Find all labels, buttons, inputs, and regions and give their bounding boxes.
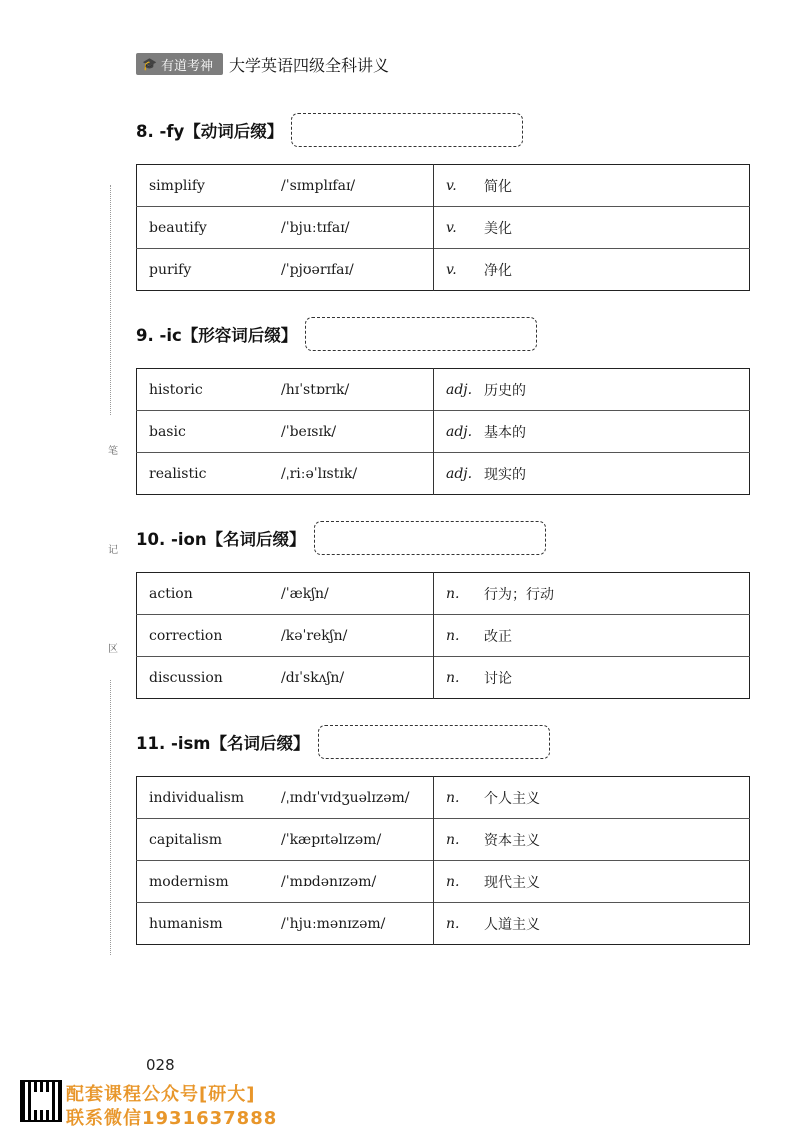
section-fy [136, 110, 750, 291]
phonetic: /ˈækʃn/ [281, 573, 434, 615]
table-row [137, 249, 750, 291]
phonetic: /hɪˈstɒrɪk/ [281, 369, 434, 411]
side-note-bi: 笔 [108, 446, 118, 457]
word: humanism [137, 903, 282, 945]
table-row [137, 453, 750, 495]
section-header [136, 314, 750, 354]
phonetic: /kəˈrekʃn/ [281, 615, 434, 657]
word: purify [137, 249, 282, 291]
meaning: 简化 [484, 178, 512, 195]
brand-name: 有道考神 [160, 58, 213, 74]
word: simplify [149, 177, 205, 194]
page-header [136, 52, 389, 76]
part-of-speech: n. [434, 657, 485, 699]
table-row [137, 777, 750, 819]
phonetic: /dɪˈskʌʃn/ [281, 657, 434, 699]
meaning: 改正 [484, 615, 750, 657]
part-of-speech: v. [434, 207, 485, 249]
answer-box[interactable] [305, 317, 537, 351]
meaning: 人道主义 [484, 903, 750, 945]
vocab-table [136, 572, 750, 699]
table-row [137, 411, 750, 453]
part-of-speech: n. [434, 903, 485, 945]
meaning: 基本的 [484, 411, 750, 453]
phonetic: /ˈkæpɪtəlɪzəm/ [281, 819, 434, 861]
section-header [136, 722, 750, 762]
phonetic: /ˈmɒdənɪzəm/ [281, 861, 434, 903]
part-of-speech: adj. [434, 411, 485, 453]
section-title: 9. -ic【形容词后缀】 [136, 326, 298, 345]
brand-logo [136, 53, 223, 75]
table-row [137, 903, 750, 945]
side-note-qu: 区 [108, 644, 118, 655]
part-of-speech: adj. [446, 381, 473, 398]
table-row [137, 207, 750, 249]
section-ion [136, 518, 750, 699]
section-ism [136, 722, 750, 945]
table-row [137, 615, 750, 657]
promo-line-1: 配套课程公众号[研大] [66, 1084, 256, 1105]
table-row [137, 573, 750, 615]
meaning: 行为；行动 [484, 586, 554, 603]
word: modernism [137, 861, 282, 903]
table-row [137, 861, 750, 903]
word: action [149, 585, 193, 602]
phonetic: /ˈsɪmplɪfaɪ/ [281, 165, 434, 207]
qr-code-icon [20, 1080, 62, 1122]
answer-box[interactable] [291, 113, 523, 147]
part-of-speech: v. [446, 177, 457, 194]
promo-line-2: 联系微信1931637888 [66, 1108, 278, 1129]
meaning: 讨论 [484, 657, 750, 699]
vocab-table [136, 776, 750, 945]
part-of-speech: n. [446, 789, 460, 806]
word: basic [137, 411, 282, 453]
table-row [137, 657, 750, 699]
part-of-speech: n. [434, 819, 485, 861]
word: discussion [137, 657, 282, 699]
word: capitalism [137, 819, 282, 861]
section-header [136, 518, 750, 558]
phonetic: /ˌriːəˈlɪstɪk/ [281, 453, 434, 495]
word: realistic [137, 453, 282, 495]
meaning: 净化 [484, 249, 750, 291]
part-of-speech: v. [434, 249, 485, 291]
word: historic [149, 381, 203, 398]
phonetic: /ˌɪndɪˈvɪdʒuəlɪzəm/ [281, 777, 434, 819]
meaning: 美化 [484, 207, 750, 249]
part-of-speech: n. [434, 861, 485, 903]
answer-box[interactable] [314, 521, 546, 555]
part-of-speech: n. [446, 585, 460, 602]
table-row [137, 819, 750, 861]
word: individualism [149, 789, 245, 806]
table-row [137, 165, 750, 207]
side-divider-top [110, 185, 111, 415]
section-ic [136, 314, 750, 495]
table-row [137, 369, 750, 411]
meaning: 现代主义 [484, 861, 750, 903]
meaning: 个人主义 [484, 790, 540, 807]
section-title: 10. -ion【名词后缀】 [136, 530, 306, 549]
meaning: 历史的 [484, 382, 526, 399]
side-note-ji: 记 [108, 545, 118, 556]
phonetic: /ˈpjʊərɪfaɪ/ [281, 249, 434, 291]
vocab-table [136, 164, 750, 291]
word: correction [137, 615, 282, 657]
graduation-cap-icon: 🎓 [142, 57, 157, 71]
part-of-speech: n. [434, 615, 485, 657]
page-number: 028 [146, 1056, 175, 1074]
meaning: 现实的 [484, 453, 750, 495]
part-of-speech: adj. [434, 453, 485, 495]
phonetic: /ˈbjuːtɪfaɪ/ [281, 207, 434, 249]
section-title: 8. -fy【动词后缀】 [136, 122, 284, 141]
book-title: 大学英语四级全科讲义 [228, 55, 389, 75]
section-header [136, 110, 750, 150]
vocab-table [136, 368, 750, 495]
phonetic: /ˈbeɪsɪk/ [281, 411, 434, 453]
answer-box[interactable] [318, 725, 550, 759]
meaning: 资本主义 [484, 819, 750, 861]
word: beautify [137, 207, 282, 249]
phonetic: /ˈhjuːmənɪzəm/ [281, 903, 434, 945]
section-title: 11. -ism【名词后缀】 [136, 734, 310, 753]
side-divider-bottom [110, 680, 111, 955]
